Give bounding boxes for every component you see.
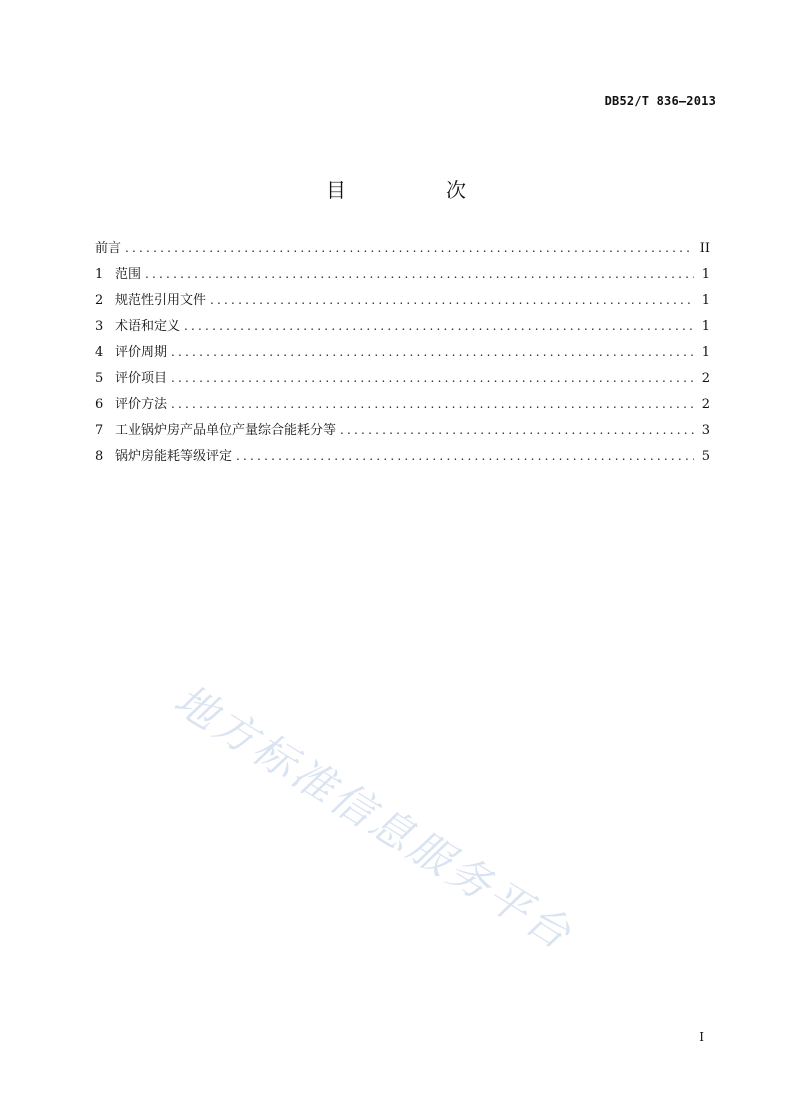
toc-entry-page: 3 xyxy=(701,423,710,438)
toc-entry-normative-references[interactable] xyxy=(95,290,710,316)
toc-entry-scope[interactable] xyxy=(95,264,710,290)
toc-entry-number: 8 xyxy=(95,449,104,464)
toc-entry-label: 评价周期 xyxy=(115,345,168,360)
toc-entry-number: 4 xyxy=(95,345,104,360)
toc-entry-number: 5 xyxy=(95,371,104,386)
toc-entry-page: 1 xyxy=(701,267,710,282)
toc-entry-number: 2 xyxy=(95,293,104,308)
toc-entry-page: 2 xyxy=(701,371,710,386)
page-number: I xyxy=(699,1030,704,1044)
toc-entry-page: 2 xyxy=(701,397,710,412)
toc-entry-label: 评价项目 xyxy=(115,371,168,386)
toc-leader-dots xyxy=(171,368,694,388)
toc-entry-evaluation-period[interactable] xyxy=(95,342,710,368)
toc-entry-label: 前言 xyxy=(95,241,122,256)
toc-entry-terms-definitions[interactable] xyxy=(95,316,710,342)
toc-entry-page: 5 xyxy=(701,449,710,464)
toc-leader-dots xyxy=(171,394,694,414)
toc-entry-page: 1 xyxy=(701,293,710,308)
toc-entry-foreword[interactable] xyxy=(95,238,710,264)
document-code: DB52/T 836—2013 xyxy=(604,94,716,108)
toc-entry-page: II xyxy=(699,241,710,256)
toc-entry-label: 规范性引用文件 xyxy=(115,293,207,308)
toc-title: 目 次 xyxy=(326,178,506,202)
toc-leader-dots xyxy=(340,420,694,440)
toc-entry-page: 1 xyxy=(701,319,710,334)
toc-leader-dots xyxy=(171,342,694,362)
toc-entry-label: 工业锅炉房产品单位产量综合能耗分等 xyxy=(115,423,337,438)
toc-leader-dots xyxy=(184,316,694,336)
toc-entry-number: 6 xyxy=(95,397,104,412)
toc-entry-label: 范围 xyxy=(115,267,142,282)
toc-entry-label: 锅炉房能耗等级评定 xyxy=(115,449,233,464)
toc-entry-number: 1 xyxy=(95,267,104,282)
watermark: 地方标准信息服务平台 xyxy=(165,674,582,961)
toc-list xyxy=(95,238,710,472)
toc-entry-evaluation-items[interactable] xyxy=(95,368,710,394)
toc-entry-label: 术语和定义 xyxy=(115,319,181,334)
toc-entry-evaluation-method[interactable] xyxy=(95,394,710,420)
toc-leader-dots xyxy=(125,238,694,258)
toc-leader-dots xyxy=(210,290,694,310)
toc-entry-number: 3 xyxy=(95,319,104,334)
toc-leader-dots xyxy=(145,264,694,284)
toc-entry-energy-rating[interactable] xyxy=(95,446,710,472)
toc-entry-page: 1 xyxy=(701,345,710,360)
toc-entry-energy-grading[interactable] xyxy=(95,420,710,446)
toc-entry-label: 评价方法 xyxy=(115,397,168,412)
toc-leader-dots xyxy=(236,446,694,466)
toc-entry-number: 7 xyxy=(95,423,104,438)
